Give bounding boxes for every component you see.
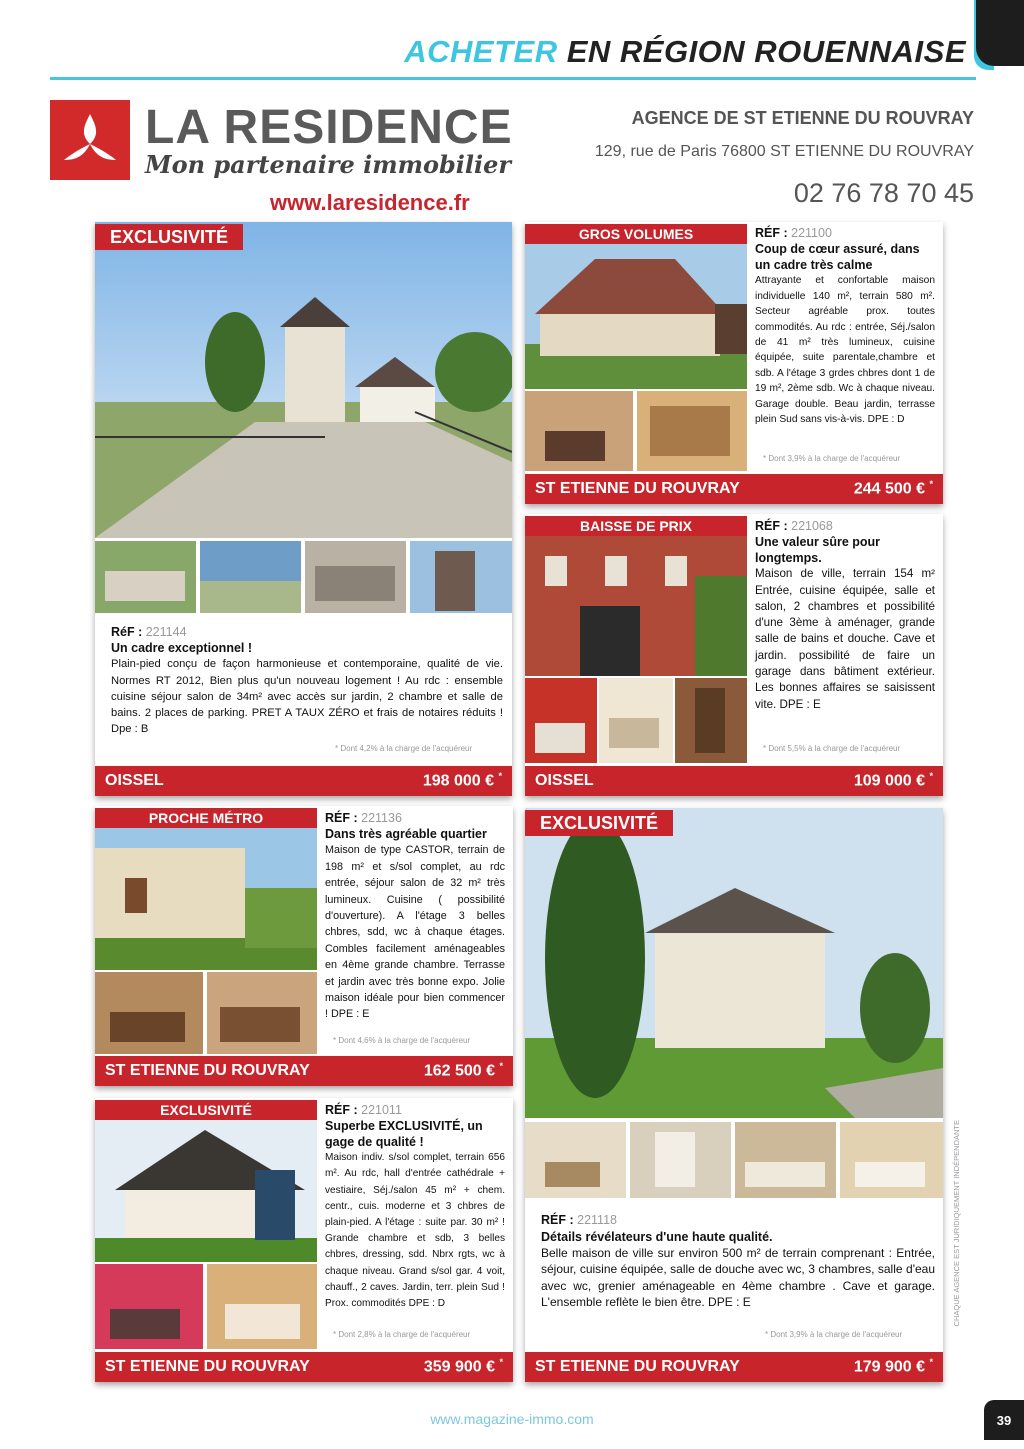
photo-strip (95, 972, 317, 1054)
listing-headline: Coup de cœur assuré, dans un cadre très calme (755, 242, 920, 273)
listing-headline: Dans très agréable quartier (325, 827, 487, 842)
listing-price-bar (525, 474, 943, 504)
listing-price-bar (525, 1352, 943, 1382)
listing-body: Maison indiv. s/sol complet, terrain 656 m². Au rdc, hall d'entrée cathédrale + vestiaire, Séj./salon 45 m² + chem. centr., cuis. moderne et 3 chbres de plain-pied. A l'étage : suite par. 30 m² ! Grande chambre et sdb, 3 belles chbres, dressing, sdd. Nbrx rgts, wc à chaque niveau. Grand s/sol gar. 4 voit, chauff., 2 caves. Jardin, terr. plein Sud ! Prox. commodités DPE : D (325, 1152, 505, 1310)
listing-price-bar (95, 1352, 513, 1382)
listing-card[interactable] (95, 1098, 513, 1382)
listing-tag: EXCLUSIVITÉ (525, 810, 673, 836)
listing-city: OISSEL (535, 772, 594, 789)
listing-price-bar (95, 1056, 513, 1086)
listing-price: 109 000 € * (853, 771, 933, 790)
listing-headline: Une valeur sûre pour longtemps. (755, 535, 881, 566)
listing-card[interactable] (95, 222, 512, 796)
listing-body: Attrayante et confortable maison individuelle 140 m², terrain 580 m². Secteur agréable prox. toutes commodités. Au rdc : entrée, Séj./salon de 41 m² très lumineux, cuisine équipée, suite parentale,chambre et sdb. A l'étage 3 grdes chbres dont 1 de 19 m², 2ème sdb. Wc à chaque niveau. Garage double. Beau jardin, terrasse plein Sud sans vis-à-vis. DPE : D (755, 275, 935, 426)
agency-name: AGENCE DE ST ETIENNE DU ROUVRAY (631, 108, 974, 128)
listing-description (541, 1212, 935, 1311)
photo-strip (525, 1122, 943, 1198)
listing-city: ST ETIENNE DU ROUVRAY (535, 480, 740, 497)
brand-name: LA RESIDENCE (145, 101, 513, 154)
house-photo (95, 222, 512, 538)
listing-card[interactable] (95, 806, 513, 1086)
listing-price: 359 900 € * (423, 1357, 503, 1376)
header-divider (50, 77, 976, 80)
listing-tag: EXCLUSIVITÉ (95, 1100, 317, 1120)
listing-city: ST ETIENNE DU ROUVRAY (535, 1358, 740, 1375)
brand-url-link[interactable]: www.laresidence.fr (270, 190, 470, 215)
listing-tag: EXCLUSIVITÉ (95, 224, 243, 250)
listing-card[interactable] (525, 514, 943, 796)
fee-note: * Dont 5,5% à la charge de l'acquéreur (763, 744, 901, 753)
listing-price: 162 500 € * (423, 1061, 503, 1080)
listing-city: ST ETIENNE DU ROUVRAY (105, 1358, 310, 1375)
photo-strip (525, 678, 747, 763)
photo-strip (95, 1264, 317, 1349)
listing-city: OISSEL (105, 772, 164, 789)
listing-card[interactable] (525, 222, 943, 504)
page-number: 39 (984, 1400, 1024, 1440)
legal-side-note: CHAQUE AGENCE EST JURIDIQUEMENT INDÉPENDANTE (952, 1120, 961, 1327)
listing-price: 198 000 € * (422, 771, 502, 790)
listing-headline: Détails révélateurs d'une haute qualité. (541, 1229, 773, 1244)
listing-body: Maison de ville, terrain 154 m² Entrée, cuisine équipée, salle et salon, 2 chambres et possibilité d'une 3ème à aménager, grande salle de bains et douche. Cave et jardin. possibilité de faire un garage dans bâtiment extérieur. Les bonnes affaires se saisissent vite. DPE : E (755, 567, 935, 711)
listing-description (325, 810, 505, 1023)
agency-address: 129, rue de Paris 76800 ST ETIENNE DU ROUVRAY (594, 143, 974, 160)
listing-headline: Un cadre exceptionnel ! (111, 641, 253, 656)
title-main: EN RÉGION ROUENNAISE (566, 34, 966, 69)
listing-ref: RÉF : 221011 (325, 1103, 402, 1117)
corner-tab (976, 0, 1024, 66)
listing-ref: RÉF : 221100 (755, 226, 832, 240)
listing-description (111, 624, 503, 738)
photo-strip (95, 541, 512, 613)
agency-phone[interactable]: 02 76 78 70 45 (793, 178, 974, 208)
listing-price-bar (95, 766, 512, 796)
fee-note: * Dont 4,6% à la charge de l'acquéreur (333, 1036, 471, 1045)
footer-url-link[interactable]: www.magazine-immo.com (430, 1411, 594, 1427)
fee-note: * Dont 3,9% à la charge de l'acquéreur (765, 1330, 903, 1339)
fee-note: * Dont 3,9% à la charge de l'acquéreur (763, 454, 901, 463)
house-photo (525, 808, 943, 1118)
listing-headline: Superbe EXCLUSIVITÉ, un gage de qualité ! (325, 1119, 483, 1150)
listing-body: Belle maison de ville sur environ 500 m² de terrain comprenant : Entrée, séjour, cuisine équipée, salle de douche avec wc, 3 chambres, salle d'eau avec wc, grenier aménageable en 4ème chambre . Cave et garage. L'ensemble reflète le bien être. DPE : E (541, 1245, 935, 1310)
listing-city: ST ETIENNE DU ROUVRAY (105, 1062, 310, 1079)
listing-ref: RÉF : 221136 (325, 811, 402, 825)
listing-price-bar (525, 766, 943, 796)
house-photo (525, 244, 747, 389)
page-title (404, 34, 966, 70)
listing-description (755, 518, 935, 713)
title-highlight: ACHETER (404, 34, 558, 69)
photo-strip (525, 391, 747, 471)
listing-description (755, 226, 935, 427)
listing-ref: RéF : 221144 (111, 625, 187, 639)
fee-note: * Dont 2,8% à la charge de l'acquéreur (333, 1330, 471, 1339)
listing-ref: RÉF : 221118 (541, 1213, 617, 1227)
house-photo (525, 536, 747, 676)
listing-price: 244 500 € * (853, 479, 933, 498)
listing-tag: GROS VOLUMES (525, 224, 747, 244)
brand-slogan: Mon partenaire immobilier (145, 150, 512, 179)
residence-logo-icon (50, 100, 130, 180)
listing-card[interactable] (525, 808, 943, 1382)
listing-description (325, 1102, 505, 1312)
listing-price: 179 900 € * (853, 1357, 933, 1376)
house-photo (95, 828, 317, 970)
listing-body: Maison de type CASTOR, terrain de 198 m² et s/sol complet, au rdc entrée, séjour salon de 32 m² très lumineux. Cuisine ( possibilité d'ouverture). A l'étage 3 belles chbres, sdd, wc à chaque étages. Combles facilement aménageables en 4ème grande chambre. Terrasse et jardin avec très bonne expo. Jolie maison idéale pour bien commencer ! DPE : E (325, 844, 505, 1021)
house-photo (95, 1120, 317, 1262)
listing-body: Plain-pied conçu de façon harmonieuse et contemporaine, qualité de vie. Normes RT 2012, Bien plus qu'un nouveau logement ! Au rdc : ensemble cuisine séjour salon de 34m² avec accès sur jardin, 2 chambre et salle de bains. 2 places de parking. PRET A TAUX ZÉRO et frais de notaires réduits ! Dpe : B (111, 658, 503, 736)
listing-tag: BAISSE DE PRIX (525, 516, 747, 536)
fee-note: * Dont 4,2% à la charge de l'acquéreur (335, 744, 473, 753)
listing-ref: RÉF : 221068 (755, 519, 833, 533)
listing-tag: PROCHE MÉTRO (95, 808, 317, 828)
